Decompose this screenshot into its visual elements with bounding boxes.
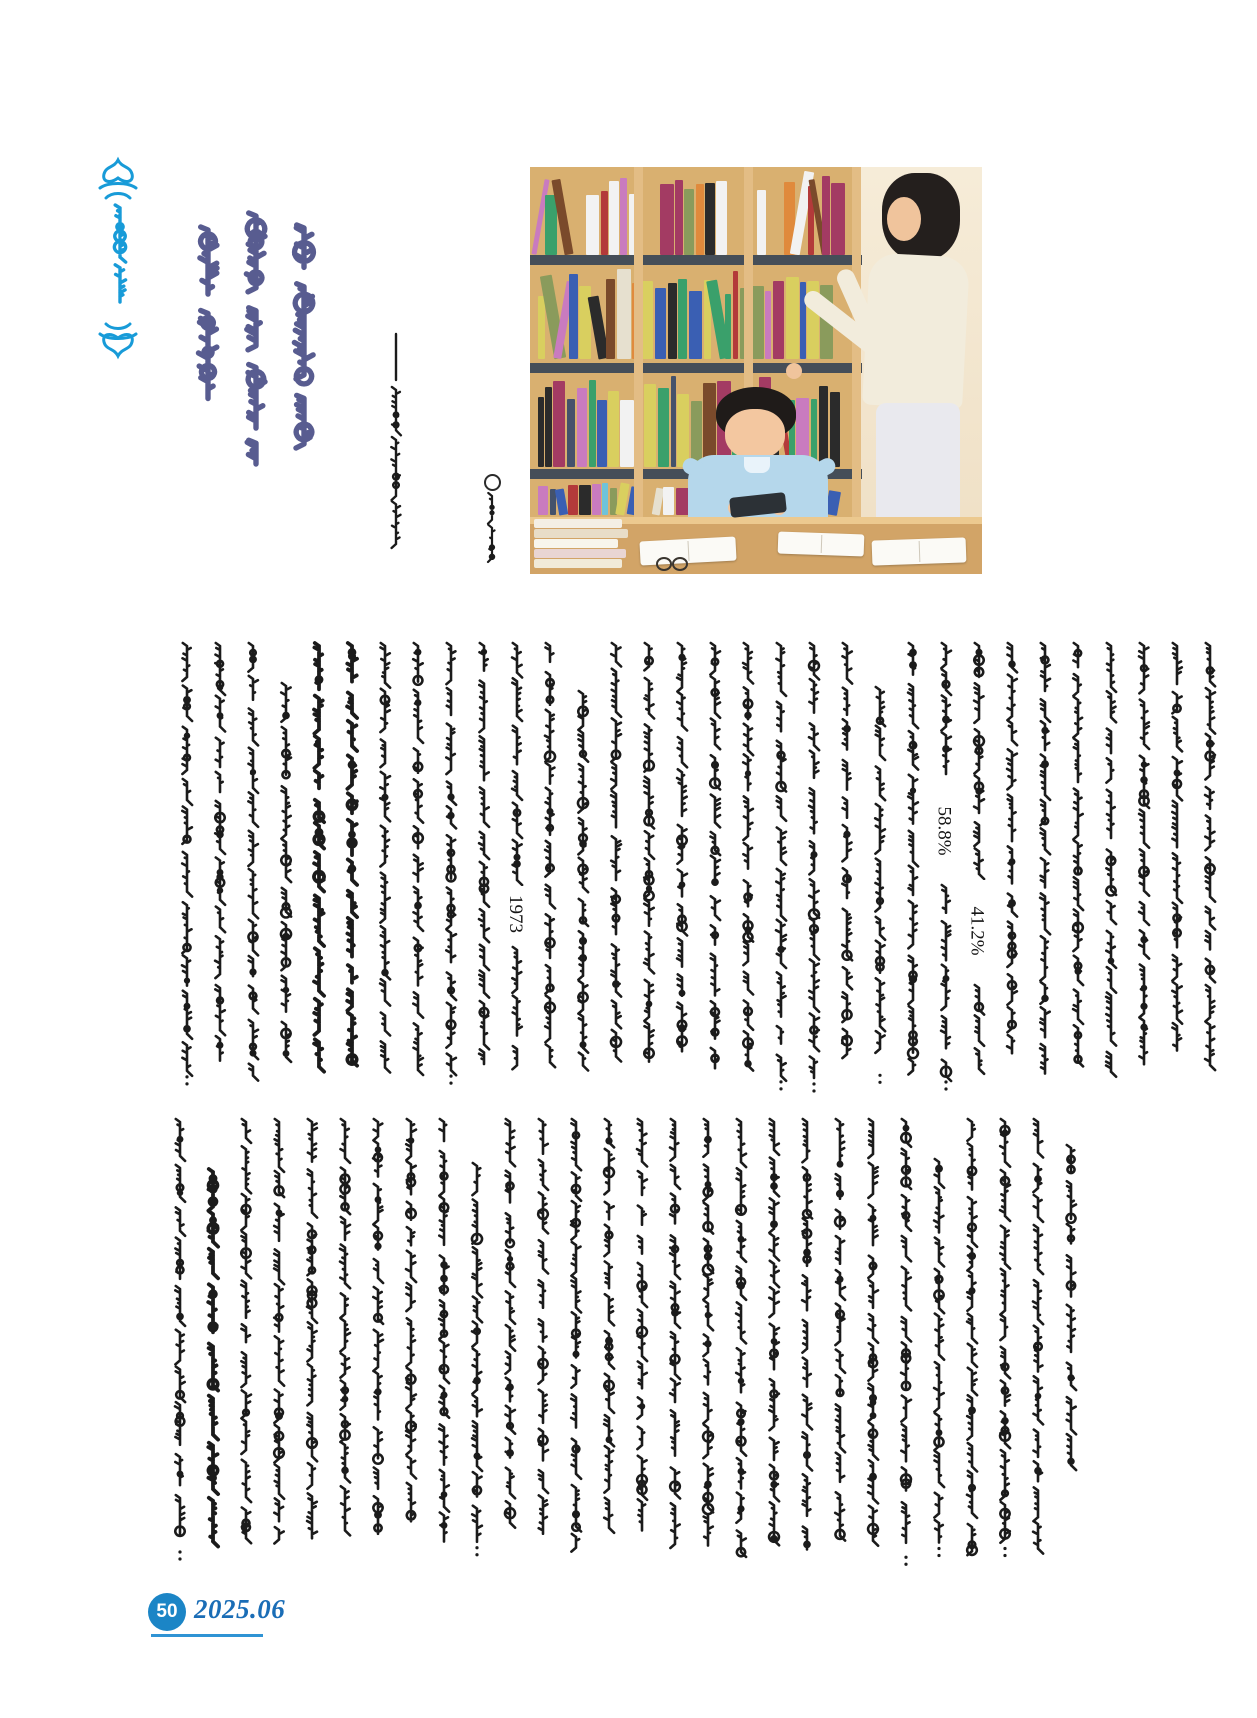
book-spine: [786, 277, 799, 359]
footer-page-number-badge: [148, 1593, 186, 1631]
book-spine: [819, 386, 828, 467]
header-section-text: [102, 208, 138, 320]
book-stack: [534, 519, 628, 569]
book-spine: [545, 387, 551, 467]
book-spine: [660, 184, 673, 255]
book-spine: [655, 288, 667, 359]
book-spine: [579, 485, 590, 515]
open-book: [639, 537, 736, 566]
book-spine: [675, 180, 682, 255]
book-spine: [733, 271, 738, 359]
author-marker-icon: [484, 474, 501, 491]
book-spine: [538, 397, 544, 467]
book-spine: [642, 281, 653, 359]
book-spine: [751, 286, 763, 359]
book-spine: [684, 189, 694, 255]
header-ornament-top-icon: [96, 154, 140, 206]
book-spine: [696, 184, 704, 255]
page-number: 50: [156, 1601, 178, 1622]
book-spine: [586, 195, 600, 255]
book-spine: [577, 388, 588, 467]
book-spine: [592, 484, 600, 515]
book-spine: [757, 190, 766, 255]
book-spine: [658, 388, 669, 467]
book-spine: [716, 181, 726, 255]
book-spine: [652, 487, 664, 515]
book-spine: [705, 183, 715, 255]
token-percent-secondary: 41.2%: [959, 880, 995, 982]
book-spine: [644, 384, 656, 467]
book-spine: [678, 279, 687, 360]
book-spine: [569, 274, 577, 359]
book-spine: [830, 392, 841, 467]
open-book: [778, 532, 865, 557]
body-text-band-2: [168, 1122, 1098, 1578]
footer-underline: [151, 1634, 263, 1637]
footer-issue-label: 2025.06: [194, 1594, 286, 1624]
book-spine: [677, 394, 689, 467]
book-spine: [606, 279, 615, 359]
book-spine: [602, 483, 608, 515]
header-ornament-bottom-icon: [96, 316, 140, 360]
book-spine: [725, 294, 732, 359]
article-photo: [530, 167, 982, 574]
author-name-text: [482, 496, 506, 570]
book-spine: [617, 269, 631, 359]
book-spine: [689, 291, 702, 359]
open-book: [872, 537, 967, 565]
article-subtitle-byline: [382, 334, 412, 568]
book-spine: [765, 291, 771, 359]
book-spine: [773, 281, 784, 359]
book-spine: [671, 376, 676, 467]
book-spine: [831, 183, 845, 255]
book-spine: [538, 486, 548, 515]
book-spine: [555, 488, 568, 515]
token-percent-primary: 58.8%: [926, 780, 962, 882]
book-spine: [620, 178, 627, 255]
book-spine: [822, 176, 829, 255]
body-text-band-1: [175, 646, 1237, 1104]
book-spine: [608, 391, 619, 467]
article-title-text: [190, 216, 342, 480]
book-spine: [620, 400, 634, 467]
book-spine: [567, 399, 575, 467]
book-spine: [609, 181, 618, 255]
book-spine: [668, 283, 677, 359]
book-spine: [663, 487, 674, 515]
book-spine: [601, 191, 608, 255]
book-spine: [800, 282, 805, 359]
book-spine: [597, 400, 606, 467]
book-spine: [589, 380, 596, 467]
book-spine: [553, 381, 565, 467]
book-spine: [568, 485, 578, 515]
token-year: 1973: [497, 886, 533, 942]
book-spine: [691, 401, 702, 467]
